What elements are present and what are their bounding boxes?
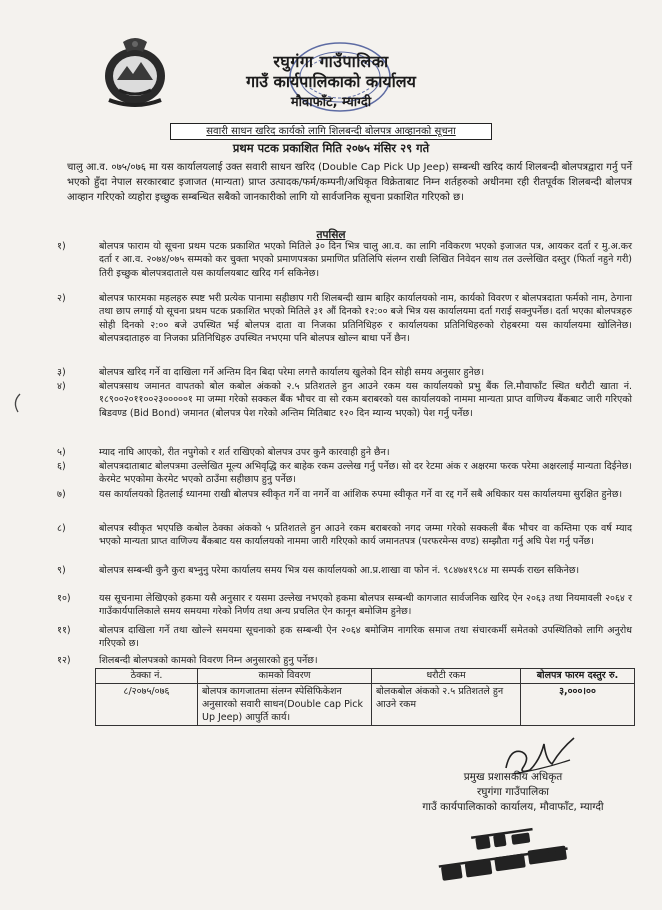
signatory-office: गाउँ कार्यपालिकाको कार्यालय, मौवाफाँट, म्याग्दी bbox=[422, 801, 604, 813]
margin-pen-mark-icon bbox=[10, 392, 24, 414]
signatory-org: रघुगंगा गाउँपालिका bbox=[476, 786, 550, 798]
clause-text: बोलपत्र फाराम यो सूचना प्रथम पटक प्रकाशित भएको मितिले ३० दिन भित्र चालु आ.व. का लागि नविकरण भएको इजाजत पत्र, आयकर दर्ता र मु.अ.कर दर्ता र आ.व. २०७४/०७५ सम्मको कर चुक्ता भएको प्रमाणपत्रका प्रमाणित प्रतिलिपि संलग्न राखी लिखित निवेदन साथ तल उल्लेखित दस्तुर (फिर्ता नहुने गरी) तिरी इच्छुक बोलपत्रदाताले यस कार्यालयबाट खरिद गर्न सकिनेछ। bbox=[99, 241, 632, 279]
publish-date-line: प्रथम पटक प्रकाशित मिति २०७५ मंसिर २९ गते bbox=[232, 141, 430, 155]
form-fee-cell: ३,०००।०० bbox=[521, 684, 635, 726]
clause-number: ३) bbox=[57, 367, 66, 378]
signatory-block bbox=[388, 770, 638, 815]
clause-text: बोलपत्र दाखिला गर्ने तथा खोल्ने समयमा सूचनाको हक सम्बन्धी ऐन २०६४ बमोजिम नागरिक समाज तथा संचारकर्मी समेतको उपस्थितिको लागि अनुरोध गरिएको छ। bbox=[99, 625, 632, 650]
clause-text: यस सूचनामा लेखिएको हकमा यसै अनुसार र यसमा उल्लेख नभएको हकमा बोलपत्र सम्बन्धी कागजात सार्वजनिक खरिद ऐन २०६३ तथा नियमावली २०६४ र गाउँकार्यपालिकाले समय समयमा गरेको निर्णय तथा अन्य प्रचलित ऐन कानून बमोजिम हुनेछ। bbox=[99, 593, 632, 618]
office-location: मौवाफाँट, म्याग्दी bbox=[290, 95, 372, 110]
clause-text: बोलपत्र फारमका महलहरु स्पष्ट भरी प्रत्येक पानामा सहीछाप गरी शिलबन्दी खाम बाहिर कार्यालयको नाम, कार्यको विवरण र बोलपत्रदाता फर्मको नाम, ठेगाना तथा छाप लगाई यो सूचना प्रथम पटक प्रकाशित भएको मितिले ३१ औं दिनको १२:०० बजे भित्र यस कार्यालयमा दर्ता गराई सक्नुपर्नेछ। दर्ता भएका बोलपत्रहरु सोही दिनको २:०० बजे उपस्थित भई बोलपत्र दाता वा निजका प्रतिनिधिहरु र कार्यालयका प्रतिनिधिहरुको रोहबरमा यस कार्यालयमा खोलिनेछ। बोलपत्रदाताहरु वा निजका प्रतिनिधिहरु उपस्थित नभएमा पनि बोलपत्र खोल्न बाधा पर्ने छैन। bbox=[99, 293, 632, 345]
clause-number: ६) bbox=[57, 461, 66, 472]
office-name: गाउँ कार्यपालिकाको कार्यालय bbox=[246, 72, 416, 91]
bid-fee-table bbox=[95, 668, 635, 726]
letterhead bbox=[0, 52, 662, 112]
clause-text: म्याद नाघि आएको, रीत नपुगेको र शर्त राखिएको बोलपत्र उपर कुनै कारवाही हुने छैन। bbox=[99, 447, 390, 458]
clause-text: शिलबन्दी बोलपत्रको कामको विवरण निम्न अनुसारको हुनु पर्नेछ। bbox=[99, 655, 318, 666]
column-header: कामको विवरण bbox=[198, 669, 372, 684]
clause-number: ७) bbox=[57, 489, 66, 500]
signatory-title: प्रमुख प्रशासकीय अधिकृत bbox=[463, 771, 563, 783]
column-header: बोलपत्र फारम दस्तुर रु. bbox=[521, 669, 635, 684]
clause-number: १) bbox=[57, 241, 66, 252]
notice-subject: सवारी साधन खरिद कार्यको लागि शिलबन्दी बोलपत्र आव्हानको सूचना bbox=[170, 123, 492, 140]
clause-number: ४) bbox=[57, 381, 66, 392]
clause-number: ८) bbox=[57, 523, 66, 534]
column-header: ठेक्का नं. bbox=[96, 669, 198, 684]
work-description-cell: बोलपत्र कागजातमा संलग्न स्पेसिफिकेशन अनुसारको सवारी साधन(Double cap Pick Up Jeep) आपुर्ति कार्य। bbox=[198, 684, 372, 726]
column-header: धरौटी रकम bbox=[372, 669, 521, 684]
section-title: तपसिल bbox=[316, 229, 346, 241]
clause-number: ५) bbox=[57, 447, 66, 458]
clause-text: यस कार्यालयको हितलाई ध्यानमा राखी बोलपत्र स्वीकृत गर्ने वा नगर्ने वा आंशिक रुपमा स्वीकृत गर्ने वा रद्द गर्ने सबै अधिकार यस कार्यालयमा सुरक्षित हुनेछ। bbox=[99, 489, 623, 500]
clause-number: १०) bbox=[57, 593, 71, 604]
org-name: रघुगंगा गाउँपालिका bbox=[273, 52, 389, 71]
clause-text: बोलपत्र सम्बन्धी कुनै कुरा बभ्नुनु परेमा कार्यालय समय भित्र यस कार्यालयको आ.प्र.शाखा वा फोन नं. ९८४७४१९८४ मा सम्पर्क राख्न सकिनेछ। bbox=[99, 565, 580, 576]
intro-paragraph: चालु आ.व. ०७५/०७६ मा यस कार्यालयलाई उक्त सवारी साधन खरिद (Double Cap Pick Up Jeep) सम्बन्धी खरिद कार्य शिलबन्दी बोलपत्रद्वारा गर्नु पर्ने भएको हुँदा नेपाल सरकारबाट इजाजत (मान्यता) प्राप्त उत्पादक/फर्म/कम्पनी/अधिकृत विक्रेताबाट निम्न शर्तहरुको अधीनमा रही रीतपूर्वक शिलबन्दी बोलपत्र आव्हान गरिएको व्यहोरा इच्छुक सम्बन्धित सबैको जानकारीको लागि यो सार्वजनिक सूचना प्रकाशित गरिएको छ। bbox=[67, 162, 632, 203]
clause-text: बोलपत्र खरिद गर्ने वा दाखिला गर्ने अन्तिम दिन बिदा परेमा लगत्तै कार्यालय खुलेको दिन सोही समय अनुसार हुनेछ। bbox=[99, 367, 485, 378]
clause-number: १२) bbox=[57, 655, 71, 666]
deposit-amount-cell: बोलकबोल अंकको २.५ प्रतिशतले हुन आउने रकम bbox=[372, 684, 521, 726]
clause-text: बोलपत्रदाताबाट बोलपत्रमा उल्लेखित मूल्य अभिवृद्धि कर बाहेक रकम उल्लेख गर्नु पर्नेछ। सो दर रेटमा अंक र अक्षरमा फरक परेमा अक्षरलाई मान्यता दिईनेछ। केरमेट भएकोमा केरमेट भएको ठाउँमा सहीछाप हुनु पर्नेछ। bbox=[99, 461, 632, 486]
contract-number-cell: ८/२०७५/०७६ bbox=[96, 684, 198, 726]
clause-number: ९) bbox=[57, 565, 66, 576]
name-stamp-icon bbox=[430, 826, 580, 886]
table-header-row bbox=[96, 669, 635, 684]
clause-text: बोलपत्रसाथ जमानत वापतको बोल कबोल अंकको २.५ प्रतिशतले हुन आउने रकम यस कार्यालयको प्रभु बैंक लि.मौवाफाँट स्थित धरौटी खाता नं. १८९००२०११००२३०००००१ मा जम्मा गरेको सक्कल बैंक भौचर वा सो रकम बराबरको यस कार्यालयको नाममा मान्यता प्राप्त वाणिज्य बैंकबाट जारी गरिएको बिडवण्ड (Bid Bond) जमानत (बोलपत्र पेश गरेको अन्तिम मितिबाट १२० दिन म्यान्य भएको) पेश गर्नु पर्नेछ। bbox=[99, 381, 632, 419]
clause-number: २) bbox=[57, 293, 66, 304]
clause-text: बोलपत्र स्वीकृत भएपछि कबोल ठेक्का अंकको ५ प्रतिशतले हुन आउने रकम बराबरको नगद जम्मा गरेको सक्कली बैंक भौचर वा कम्तिमा एक वर्ष म्याद भएको मान्यता प्राप्त वाणिज्य बैंकबाट यस कार्यालयको नाममा जारी गरिएको कार्य जमानतपत्र (परफरमेन्स वण्ड) सम्झौता गर्नु अघि पेश गर्नु पर्नेछ। bbox=[99, 523, 632, 548]
clause-number: ११) bbox=[57, 625, 71, 636]
table-row bbox=[96, 684, 635, 726]
